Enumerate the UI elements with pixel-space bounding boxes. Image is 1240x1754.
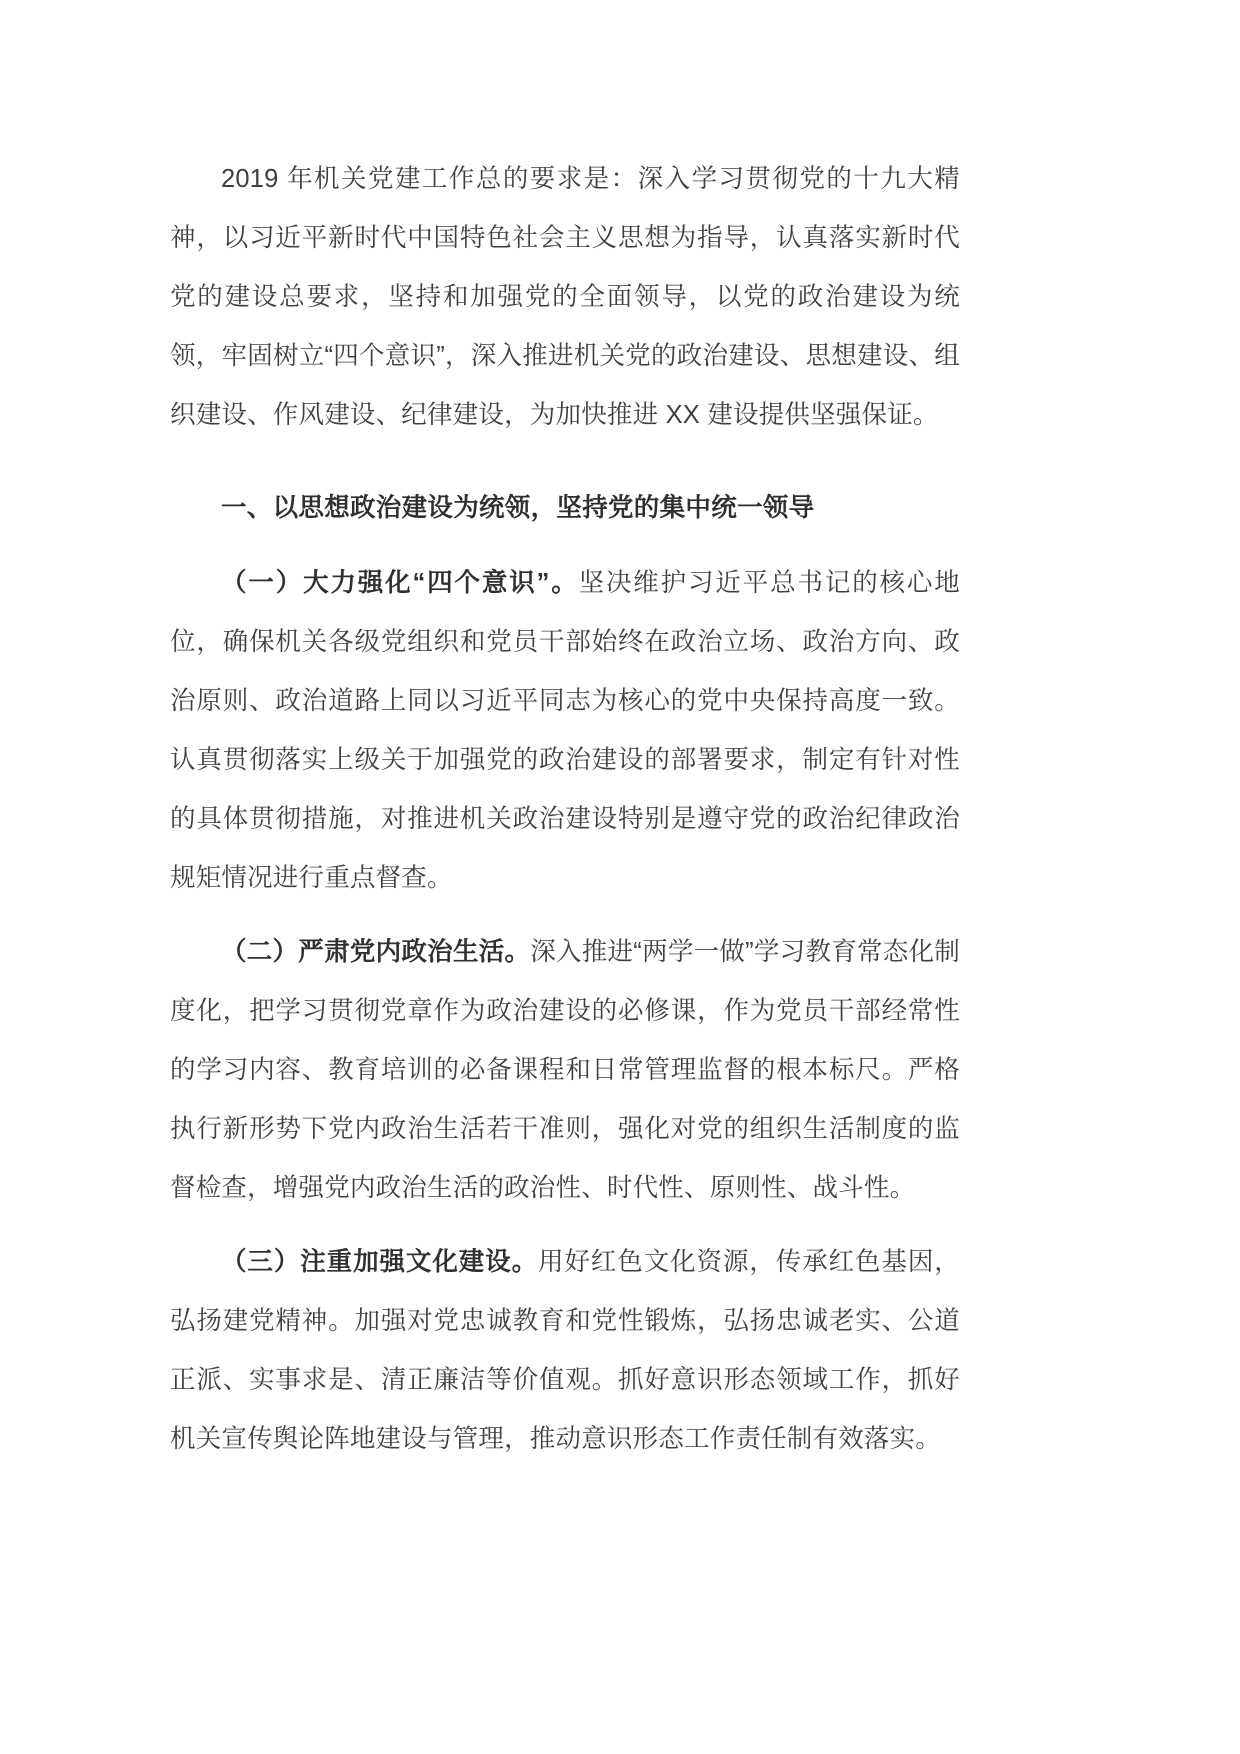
subsection-three (170, 1233, 960, 1469)
intro-paragraph: 2019 年机关党建工作总的要求是：深入学习贯彻党的十九大精神，以习近平新时代中国特色社会主义思想为指导，认真落实新时代党的建设总要求，坚持和加强党的全面领导，以党的政治建设为统领，牢固树立“四个意识”，深入推进机关党的政治建设、思想建设、组织建设、作风建设、纪律建设，为加快推进 XX 建设提供坚强保证。 (170, 165, 960, 429)
section-heading-one: 一、以思想政治建设为统领，坚持党的集中统一领导 (221, 494, 815, 522)
subsection-one-lead: （一）大力强化“四个意识”。 (221, 569, 579, 597)
document-body (170, 150, 960, 1469)
subsection-three-lead: （三）注重加强文化建设。 (221, 1248, 539, 1276)
subsection-one (170, 554, 960, 908)
subsection-one-body: 坚决维护习近平总书记的核心地位，确保机关各级党组织和党员干部始终在政治立场、政治方向、政治原则、政治道路上同以习近平同志为核心的党中央保持高度一致。认真贯彻落实上级关于加强党的政治建设的部署要求，制定有针对性的具体贯彻措施，对推进机关政治建设特别是遵守党的政治纪律政治规矩情况进行重点督查。 (170, 569, 960, 892)
subsection-two-body: 深入推进“两学一做”学习教育常态化制度化，把学习贯彻党章作为政治建设的必修课，作为党员干部经常性的学习内容、教育培训的必备课程和日常管理监督的根本标尺。严格执行新形势下党内政治生活若干准则，强化对党的组织生活制度的监督检查，增强党内政治生活的政治性、时代性、原则性、战斗性。 (170, 938, 960, 1202)
subsection-two-lead: （二）严肃党内政治生活。 (221, 938, 531, 966)
subsection-three-body: 用好红色文化资源，传承红色基因，弘扬建党精神。加强对党忠诚教育和党性锻炼，弘扬忠诚老实、公道正派、实事求是、清正廉洁等价值观。抓好意识形态领域工作，抓好机关宣传舆论阵地建设与管理，推动意识形态工作责任制有效落实。 (170, 1248, 961, 1453)
subsection-two (170, 923, 960, 1218)
